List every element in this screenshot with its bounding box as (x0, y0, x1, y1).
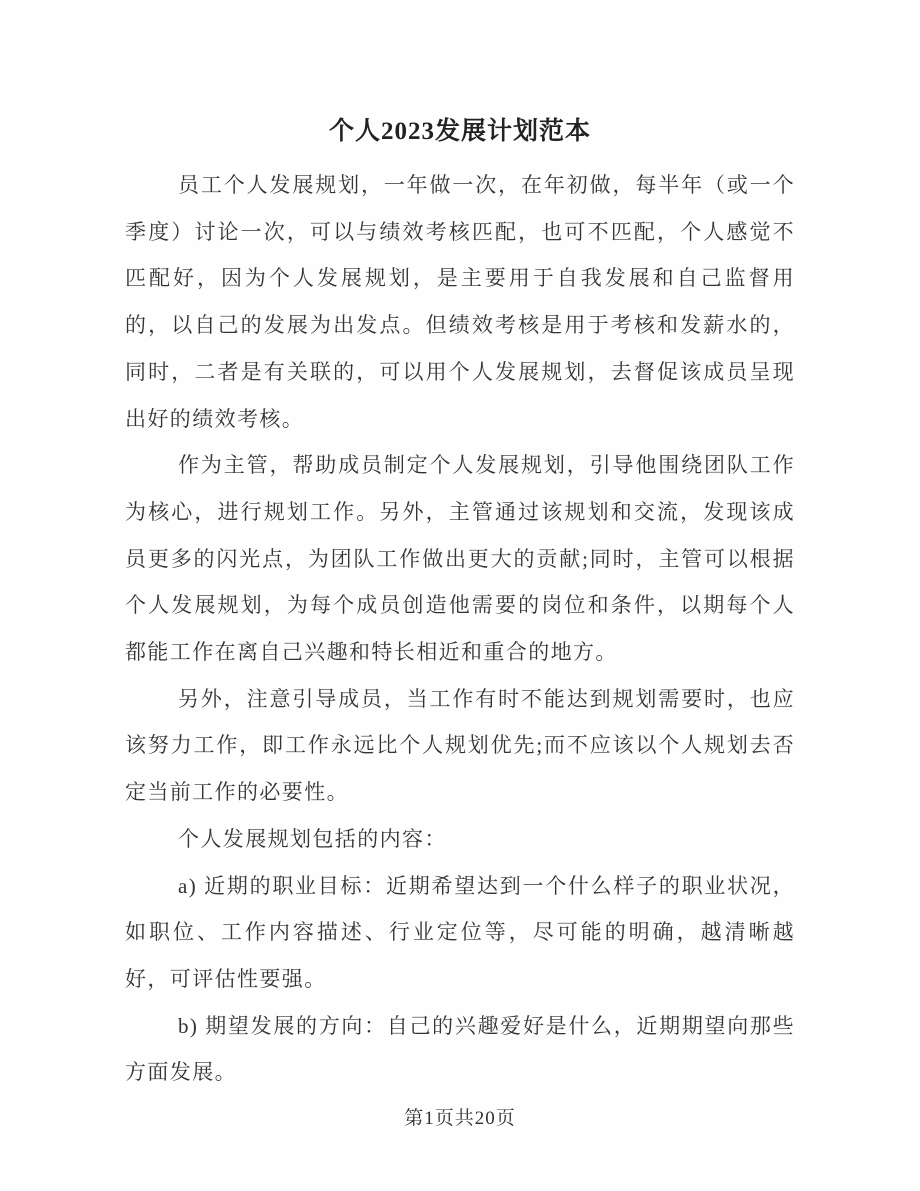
document-title: 个人2023发展计划范本 (328, 118, 591, 145)
document-body (125, 162, 795, 1096)
paragraph-supervisor-role: 作为主管，帮助成员制定个人发展规划，引导他围绕团队工作为核心，进行规划工作。另外，主管通过该规划和交流，发现该成员更多的闪光点，为团队工作做出更大的贡献;同时，主管可以根据个人发展规划，为每个成员创造他需要的岗位和条件，以期每个人都能工作在离自己兴趣和特长相近和重合的地方。 (125, 453, 795, 665)
paragraph-contents-heading: 个人发展规划包括的内容： (178, 826, 447, 851)
paragraph-intro: 员工个人发展规划，一年做一次，在年初做，每半年（或一个季度）讨论一次，可以与绩效考核匹配，也可不匹配，个人感觉不匹配好，因为个人发展规划，是主要用于自我发展和自己监督用的，以自己的发展为出发点。但绩效考核是用于考核和发薪水的，同时，二者是有关联的，可以用个人发展规划，去督促该成员呈现出好的绩效考核。 (125, 173, 795, 431)
paragraph-item-a: a) 近期的职业目标：近期希望达到一个什么样子的职业状况，如职位、工作内容描述、行业定位等，尽可能的明确，越清晰越好，可评估性要强。 (125, 873, 795, 991)
paragraph-item-b: b) 期望发展的方向：自己的兴趣爱好是什么，近期期望向那些方面发展。 (125, 1013, 795, 1085)
page-number: 第1页共20页 (404, 1108, 516, 1129)
paragraph-work-priority: 另外，注意引导成员，当工作有时不能达到规划需要时，也应该努力工作，即工作永远比个人规划优先;而不应该以个人规划去否定当前工作的必要性。 (125, 686, 795, 805)
page-footer (0, 1104, 920, 1134)
